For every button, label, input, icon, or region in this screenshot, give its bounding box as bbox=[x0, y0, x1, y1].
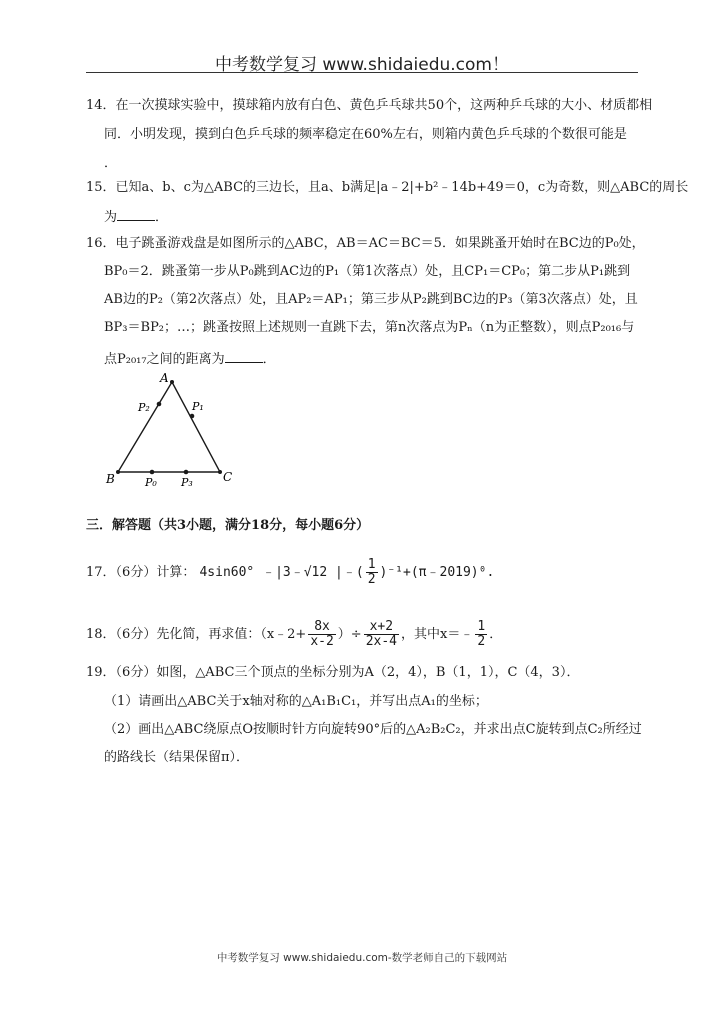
q17-frac-den: 2 bbox=[367, 572, 376, 587]
q17-frac-num: 1 bbox=[367, 557, 376, 572]
q16-line-5-end: ． bbox=[262, 352, 276, 367]
vertex-a-dot bbox=[170, 380, 174, 384]
page-footer: 中考数学复习 www.shidaiedu.com-数学老师自己的下载网站 bbox=[216, 952, 508, 964]
q16-line-1: 16．电子跳蚤游戏盘是如图所示的△ABC，AB＝AC＝BC＝5．如果跳蚤开始时在BC边的P₀处， bbox=[86, 236, 645, 251]
point-p3-dot bbox=[184, 470, 189, 475]
q19-line-2: （1）请画出△ABC关于x轴对称的△A₁B₁C₁，并写出点A₁的坐标； bbox=[104, 694, 488, 709]
page-header-title: 中考数学复习 www.shidaiedu.com！ bbox=[215, 55, 509, 75]
label-p0: P₀ bbox=[145, 476, 157, 489]
label-p3: P₃ bbox=[181, 476, 193, 489]
q16-line-5 bbox=[104, 350, 276, 368]
header-divider bbox=[86, 72, 638, 73]
vertex-b-dot bbox=[116, 470, 120, 474]
q18-f1-num: 8x bbox=[308, 620, 335, 635]
q18-f2-num: x+2 bbox=[364, 620, 399, 635]
label-p1: P₁ bbox=[192, 400, 204, 413]
vertex-c-dot bbox=[218, 470, 222, 474]
label-c: C bbox=[223, 470, 233, 484]
q18-f2-den: 2x-4 bbox=[365, 634, 398, 649]
q18-f3-num: 1 bbox=[477, 619, 486, 634]
q15-line-2 bbox=[104, 208, 168, 226]
triangle-figure bbox=[100, 370, 250, 490]
q18-fraction-3 bbox=[475, 620, 487, 649]
point-p0-dot bbox=[150, 470, 155, 475]
q19-line-1: 19．（6分）如图，△ABC三个顶点的坐标分别为A（2，4），B（1，1），C（4，3）． bbox=[86, 665, 580, 680]
q18-mid: ）÷ bbox=[337, 627, 362, 642]
q14-line-1: 14．在一次摸球实验中，摸球箱内放有白色、黄色乒乓球共50个，这两种乒乓球的大小、材质都相 bbox=[86, 98, 653, 113]
q17-prefix: 17．（6分）计算： bbox=[86, 565, 196, 580]
q16-line-2: BP₀＝2．跳蚤第一步从P₀跳到AC边的P₁（第1次落点）处，且CP₁＝CP₀；第二步从P₁跳到 bbox=[104, 264, 631, 279]
q15-line-2-text: 为 bbox=[104, 210, 118, 225]
q18-cond: ，其中x＝﹣ bbox=[401, 627, 474, 642]
q18-f3-den: 2 bbox=[477, 634, 486, 649]
label-b: B bbox=[106, 472, 115, 486]
q16-line-3: AB边的P₂（第2次落点）处，且AP₂＝AP₁；第三步从P₂跳到BC边的P₃（第3次落点）处，且 bbox=[104, 292, 638, 307]
q16-line-4: BP₃＝BP₂；…；跳蚤按照上述规则一直跳下去，第n次落点为Pₙ（n为正整数），则点P₂₀₁₆与 bbox=[104, 320, 635, 335]
q18-line bbox=[86, 620, 502, 649]
answer-blank bbox=[225, 350, 263, 363]
q17-expression-a: 4sin60° ﹣|3﹣√12 |﹣( bbox=[199, 565, 364, 580]
q19-line-4: 的路线长（结果保留π）． bbox=[104, 750, 250, 765]
q17-expression-b: )⁻¹+(π﹣2019)⁰. bbox=[379, 565, 495, 580]
section-3-title: 三．解答题（共3小题，满分18分，每小题6分） bbox=[86, 518, 370, 533]
q17-line bbox=[86, 558, 494, 587]
q15-line-1: 15．已知a、b、c为△ABC的三边长，且a、b满足|a﹣2|+b²﹣14b+49＝0，c为奇数，则△ABC的周长 bbox=[86, 180, 689, 195]
label-p2: P₂ bbox=[138, 401, 150, 414]
triangle-abc bbox=[118, 382, 220, 472]
point-p1-dot bbox=[190, 414, 195, 419]
point-p2-dot bbox=[157, 402, 162, 407]
q17-fraction bbox=[366, 558, 378, 587]
answer-blank bbox=[117, 208, 155, 221]
q18-prefix: 18．（6分）先化简，再求值：（x﹣2+ bbox=[86, 627, 307, 642]
q19-line-3: （2）画出△ABC绕原点O按顺时针方向旋转90°后的△A₂B₂C₂，并求出点C旋转到点C₂所经过 bbox=[104, 722, 642, 737]
q14-line-3: ． bbox=[104, 156, 118, 171]
q18-f1-den: x-2 bbox=[310, 634, 334, 649]
q18-end: ． bbox=[489, 627, 503, 642]
label-a: A bbox=[160, 371, 169, 385]
q18-fraction-2 bbox=[364, 620, 399, 649]
q18-fraction-1 bbox=[308, 620, 335, 649]
q14-line-2: 同．小明发现，摸到白色乒乓球的频率稳定在60%左右，则箱内黄色乒乓球的个数很可能是 bbox=[104, 127, 627, 142]
q15-line-2-end: ． bbox=[155, 210, 169, 225]
q16-line-5-text: 点P₂₀₁₇之间的距离为 bbox=[104, 352, 225, 367]
